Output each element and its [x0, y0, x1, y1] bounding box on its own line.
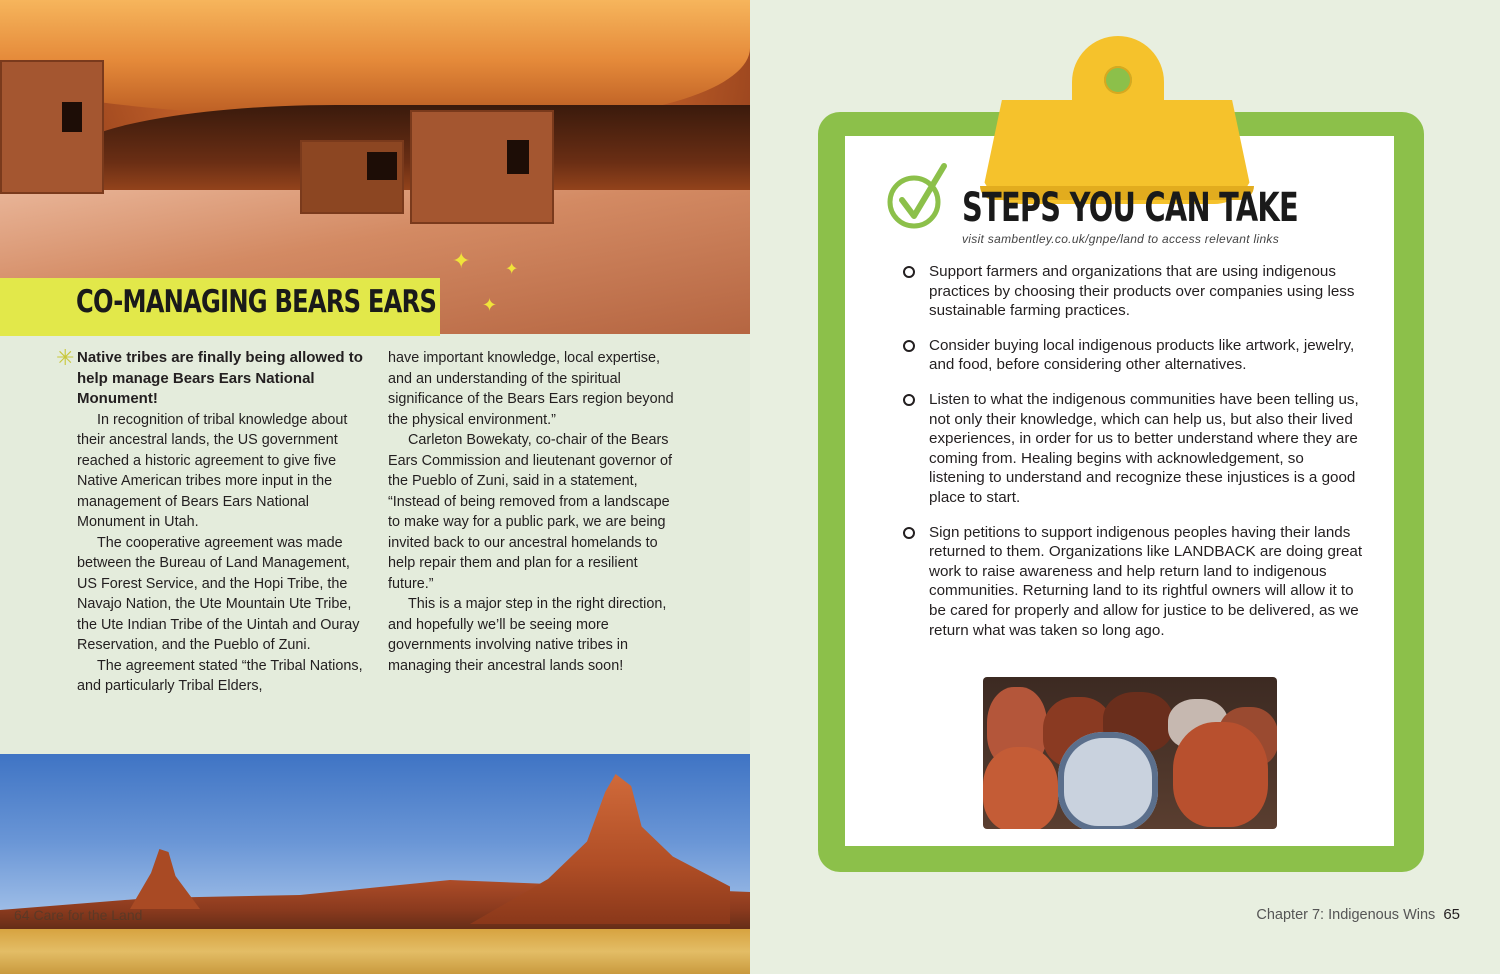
step-text: Support farmers and organizations that are using indigenous practices by choosing their products over companies using less sustainable farming practices.	[929, 263, 1355, 320]
article-column-1	[77, 348, 369, 697]
list-item	[903, 523, 1363, 641]
sparkle-icon: ✦	[482, 295, 498, 315]
section-title: CO-MANAGING BEARS EARS	[76, 284, 437, 320]
paragraph: In recognition of tribal knowledge about their ancestral lands, the US government reached a historic agreement to give five Native American tribes more input in the management of Bears Ears National Monument in Utah.	[77, 411, 348, 530]
step-text: Sign petitions to support indigenous peoples having their lands returned to them. Organizations like LANDBACK are doing great work to raise awareness and help return land to indigenous communities. Returning land to its rightful owners will allow it to be cared for properly and allow for justice to be delivered, as we return what was taken so long ago.	[929, 523, 1363, 639]
panel-title: STEPS YOU CAN TAKE	[962, 185, 1298, 231]
clipboard-clip	[980, 36, 1254, 172]
paragraph: The cooperative agreement was made between the Bureau of Land Management, US Forest Service, and the Hopi Tribe, the Navajo Nation, the Ute Mountain Ute Tribe, the Ute Indian Tribe of the Uintah and Ouray Reservation, and the Pueblo of Zuni.	[77, 534, 360, 653]
paragraph: have important knowledge, local expertise, and an understanding of the spiritual significance of the Bears Ears region beyond the physical environment.”	[388, 350, 674, 428]
chapter-label: Chapter 7: Indigenous Wins	[1256, 907, 1436, 923]
right-folio	[1256, 906, 1460, 923]
paragraph: The agreement stated “the Tribal Nations, and particularly Tribal Elders,	[77, 657, 363, 694]
list-item	[903, 390, 1363, 508]
paragraph: This is a major step in the right direction, and hopefully we’ll be seeing more governments involving native tribes in managing their ancestral lands soon!	[388, 596, 667, 674]
steps-list	[903, 262, 1363, 655]
sparkle-icon: ✦	[505, 261, 519, 278]
paragraph: Carleton Bowekaty, co-chair of the Bears Ears Commission and lieutenant governor of the Pueblo of Zuni, said in a statement, “Instead of being removed from a landscape to make way for a public park, we are being invited back to our ancestral homelands to help repair them and plan for a resilient future.”	[388, 432, 672, 592]
step-text: Listen to what the indigenous communities have been telling us, not only their knowledge, which can help us, but also their lived experiences, in order for us to better understand where they are coming from. Healing begins with acknowledgement, so listening to understand and recognize these injustices is a good place to start.	[929, 390, 1359, 506]
step-text: Consider buying local indigenous products like artwork, jewelry, and food, before considering other alternatives.	[929, 336, 1355, 374]
list-item	[903, 336, 1363, 375]
checkmark-circle-icon	[886, 160, 950, 230]
bullet-circle-icon	[903, 340, 915, 352]
page-number: 65	[1443, 906, 1460, 923]
sparkle-icon: ✦	[452, 248, 471, 273]
sparkle-icon: ✳	[56, 345, 75, 370]
mesa-landscape-photo	[0, 754, 750, 974]
bullet-circle-icon	[903, 527, 915, 539]
bullet-circle-icon	[903, 394, 915, 406]
left-folio: 64 Care for the Land	[14, 907, 143, 923]
panel-link: visit sambentley.co.uk/gnpe/land to access relevant links	[962, 232, 1280, 246]
section-title-banner	[0, 278, 440, 336]
article-column-2	[388, 348, 680, 676]
bullet-circle-icon	[903, 266, 915, 278]
pottery-photo	[983, 677, 1277, 829]
lede-text: Native tribes are finally being allowed to help manage Bears Ears National Monument!	[77, 349, 363, 407]
list-item	[903, 262, 1363, 321]
